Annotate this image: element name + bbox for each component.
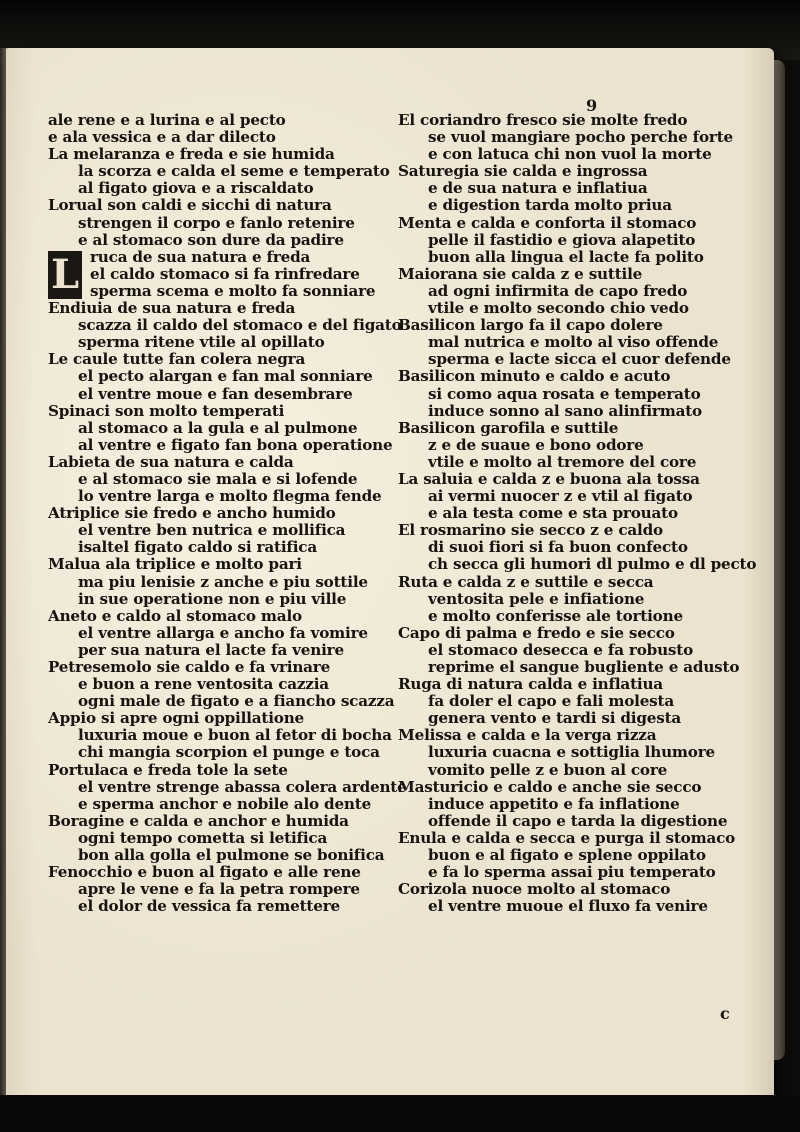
verse-line: induce sonno al sano alinfirmato xyxy=(428,401,702,420)
verse-line: Maiorana sie calda z e suttile xyxy=(398,264,643,283)
verse-line: Portulaca e freda tole la sete xyxy=(48,760,288,779)
verse-line: Ruga di natura calda e inflatiua xyxy=(398,675,663,694)
verse-line: e buon a rene ventosita cazzia xyxy=(78,675,329,694)
verse-line: el stomaco desecca e fa robusto xyxy=(428,640,694,659)
verse-line: el dolor de vessica fa remettere xyxy=(78,897,340,916)
verse-line: ai vermi nuocer z e vtil al figato xyxy=(428,487,693,506)
verse-line: pelle il fastidio e giova alapetito xyxy=(428,230,696,249)
verse-line: e al stomaco sie mala e si lofende xyxy=(78,469,358,488)
verse-line: buon e al figato e splene oppilato xyxy=(428,846,706,865)
verse-line: Petresemolo sie caldo e fa vrinare xyxy=(48,658,331,676)
verse-line: el caldo stomaco si fa rinfredare xyxy=(90,264,360,283)
verse-line: apre le vene e fa la petra rompere xyxy=(78,880,360,899)
verse-line: e con latuca chi non vuol la morte xyxy=(428,145,712,164)
verse-line: e al stomaco son dure da padire xyxy=(78,230,344,249)
verse-line: el ventre moue e fan desembrare xyxy=(78,384,353,403)
verse-line: luxuria cuacna e sottiglia lhumore xyxy=(428,743,715,762)
drop-cap-block xyxy=(48,249,408,300)
verse-line: Aneto e caldo al stomaco malo xyxy=(48,606,302,625)
verse-line: ruca de sua natura e freda xyxy=(90,247,311,266)
verse-line: se vuol mangiare pocho perche forte xyxy=(428,128,734,147)
verse-line: e de sua natura e inflatiua xyxy=(428,179,648,198)
verse-line: ogni tempo cometta si letifica xyxy=(78,828,328,847)
verse-line: Atriplice sie fredo e ancho humido xyxy=(48,504,336,523)
verse-line: Spinaci son molto temperati xyxy=(48,401,285,420)
verse-line: lo ventre larga e molto flegma fende xyxy=(78,487,382,506)
verse-line: ad ogni infirmita de capo fredo xyxy=(428,281,688,300)
verse-line: scazza il caldo del stomaco e del figato xyxy=(78,316,402,335)
left-column xyxy=(48,112,408,915)
verse-line: reprime el sangue bugliente e adusto xyxy=(428,658,740,676)
verse-line: ale rene e a lurina e al pecto xyxy=(48,111,286,129)
verse-line: Corizola nuoce molto al stomaco xyxy=(398,880,671,899)
verse-line: e sperma anchor e nobile alo dente xyxy=(78,794,372,813)
verse-line: al ventre e figato fan bona operatione xyxy=(78,435,393,454)
verse-line: Basilicon garofila e suttile xyxy=(398,418,619,437)
verse-line: Melissa e calda e la verga rizza xyxy=(398,726,657,745)
verse-line: Ruta e calda z e suttile e secca xyxy=(398,572,654,591)
verse-line: di suoi fiori si fa buon confecto xyxy=(428,538,688,557)
verse-line: Appio si apre ogni oppillatione xyxy=(48,709,305,728)
verse-line: el ventre muoue el fluxo fa venire xyxy=(428,897,708,916)
verse-line: ogni male de figato e a fiancho scazza xyxy=(78,692,395,711)
verse-line: sperma scema e molto fa sonniare xyxy=(90,281,376,300)
verse-line: strengen il corpo e fanlo retenire xyxy=(78,213,355,232)
verse-line: sperma ritene vtile al opillato xyxy=(78,333,325,352)
verse-line: Endiuia de sua natura e freda xyxy=(48,299,296,318)
verse-line: al stomaco a la gula e al pulmone xyxy=(78,418,358,437)
verse-line: La saluia e calda z e buona ala tossa xyxy=(398,469,700,488)
verse-line: sperma e lacte sicca el cuor defende xyxy=(428,350,731,369)
verse-line: genera vento e tardi si digesta xyxy=(428,709,682,728)
verse-line: luxuria moue e buon al fetor di bocha xyxy=(78,726,392,745)
verse-line: Menta e calda e conforta il stomaco xyxy=(398,213,697,232)
verse-line: isaltel figato caldo si ratifica xyxy=(78,538,317,557)
verse-line: vomito pelle z e buon al core xyxy=(428,760,668,779)
verse-line: Basilicon largo fa il capo dolere xyxy=(398,316,663,335)
verse-line: ventosita pele e infiatione xyxy=(428,589,645,608)
verse-line: El rosmarino sie secco z e caldo xyxy=(398,521,663,540)
verse-line: induce appetito e fa inflatione xyxy=(428,794,680,813)
verse-line: mal nutrica e molto al viso offende xyxy=(428,333,719,352)
verse-line: el ventre strenge abassa colera ardente xyxy=(78,777,407,796)
verse-line: e fa lo sperma assai piu temperato xyxy=(428,863,716,882)
verse-line: la scorza e calda el seme e temperato xyxy=(78,162,390,181)
right-column xyxy=(398,112,768,915)
verse-line: vtile e molto secondo chio vedo xyxy=(428,299,689,318)
verse-line: El coriandro fresco sie molte fredo xyxy=(398,111,688,129)
page-number: 9 xyxy=(586,96,598,115)
verse-line: z e de suaue e bono odore xyxy=(428,435,644,454)
verse-line: el pecto alargan e fan mal sonniare xyxy=(78,367,373,386)
verse-line: in sue operatione non e piu ville xyxy=(78,589,347,608)
verse-line: bon alla golla el pulmone se bonifica xyxy=(78,846,385,865)
verse-line: Labieta de sua natura e calda xyxy=(48,452,294,471)
verse-line: Basilicon minuto e caldo e acuto xyxy=(398,367,671,386)
verse-line: Fenocchio e buon al figato e alle rene xyxy=(48,863,361,882)
scan-shadow-bottom xyxy=(0,1095,800,1132)
verse-line: Lorual son caldi e sicchi di natura xyxy=(48,196,332,215)
verse-line: offende il capo e tarda la digestione xyxy=(428,811,728,830)
verse-line: si como aqua rosata e temperato xyxy=(428,384,701,403)
verse-line: Capo di palma e fredo e sie secco xyxy=(398,623,675,642)
verse-line: ch secca gli humori dl pulmo e dl pecto xyxy=(428,555,757,574)
verse-line: al figato giova e a riscaldato xyxy=(78,179,314,198)
drop-cap: L xyxy=(48,251,82,299)
verse-line: Boragine e calda e anchor e humida xyxy=(48,811,349,830)
verse-line: La melaranza e freda e sie humida xyxy=(48,145,335,164)
verse-line: Malua ala triplice e molto pari xyxy=(48,555,302,574)
verse-line: e molto conferisse ale tortione xyxy=(428,606,683,625)
verse-line: buon alla lingua el lacte fa polito xyxy=(428,247,704,266)
verse-line: el ventre allarga e ancho fa vomire xyxy=(78,623,368,642)
verse-line: e ala testa come e sta prouato xyxy=(428,504,678,523)
verse-line: per sua natura el lacte fa venire xyxy=(78,640,344,659)
verse-line: Masturicio e caldo e anche sie secco xyxy=(398,777,702,796)
verse-line: Enula e calda e secca e purga il stomaco xyxy=(398,828,736,847)
verse-line: Le caule tutte fan colera negra xyxy=(48,350,306,369)
verse-line: e digestion tarda molto priua xyxy=(428,196,672,215)
verse-line: ma piu lenisie z anche e piu sottile xyxy=(78,572,368,591)
verse-line: e ala vessica e a dar dilecto xyxy=(48,128,276,147)
verse-line: fa doler el capo e fali molesta xyxy=(428,692,674,711)
verse-line: Saturegia sie calda e ingrossa xyxy=(398,162,648,181)
verse-line: vtile e molto al tremore del core xyxy=(428,452,697,471)
verse-line: chi mangia scorpion el punge e toca xyxy=(78,743,380,762)
verse-line: el ventre ben nutrica e mollifica xyxy=(78,521,346,540)
catchword: c xyxy=(720,1004,730,1023)
